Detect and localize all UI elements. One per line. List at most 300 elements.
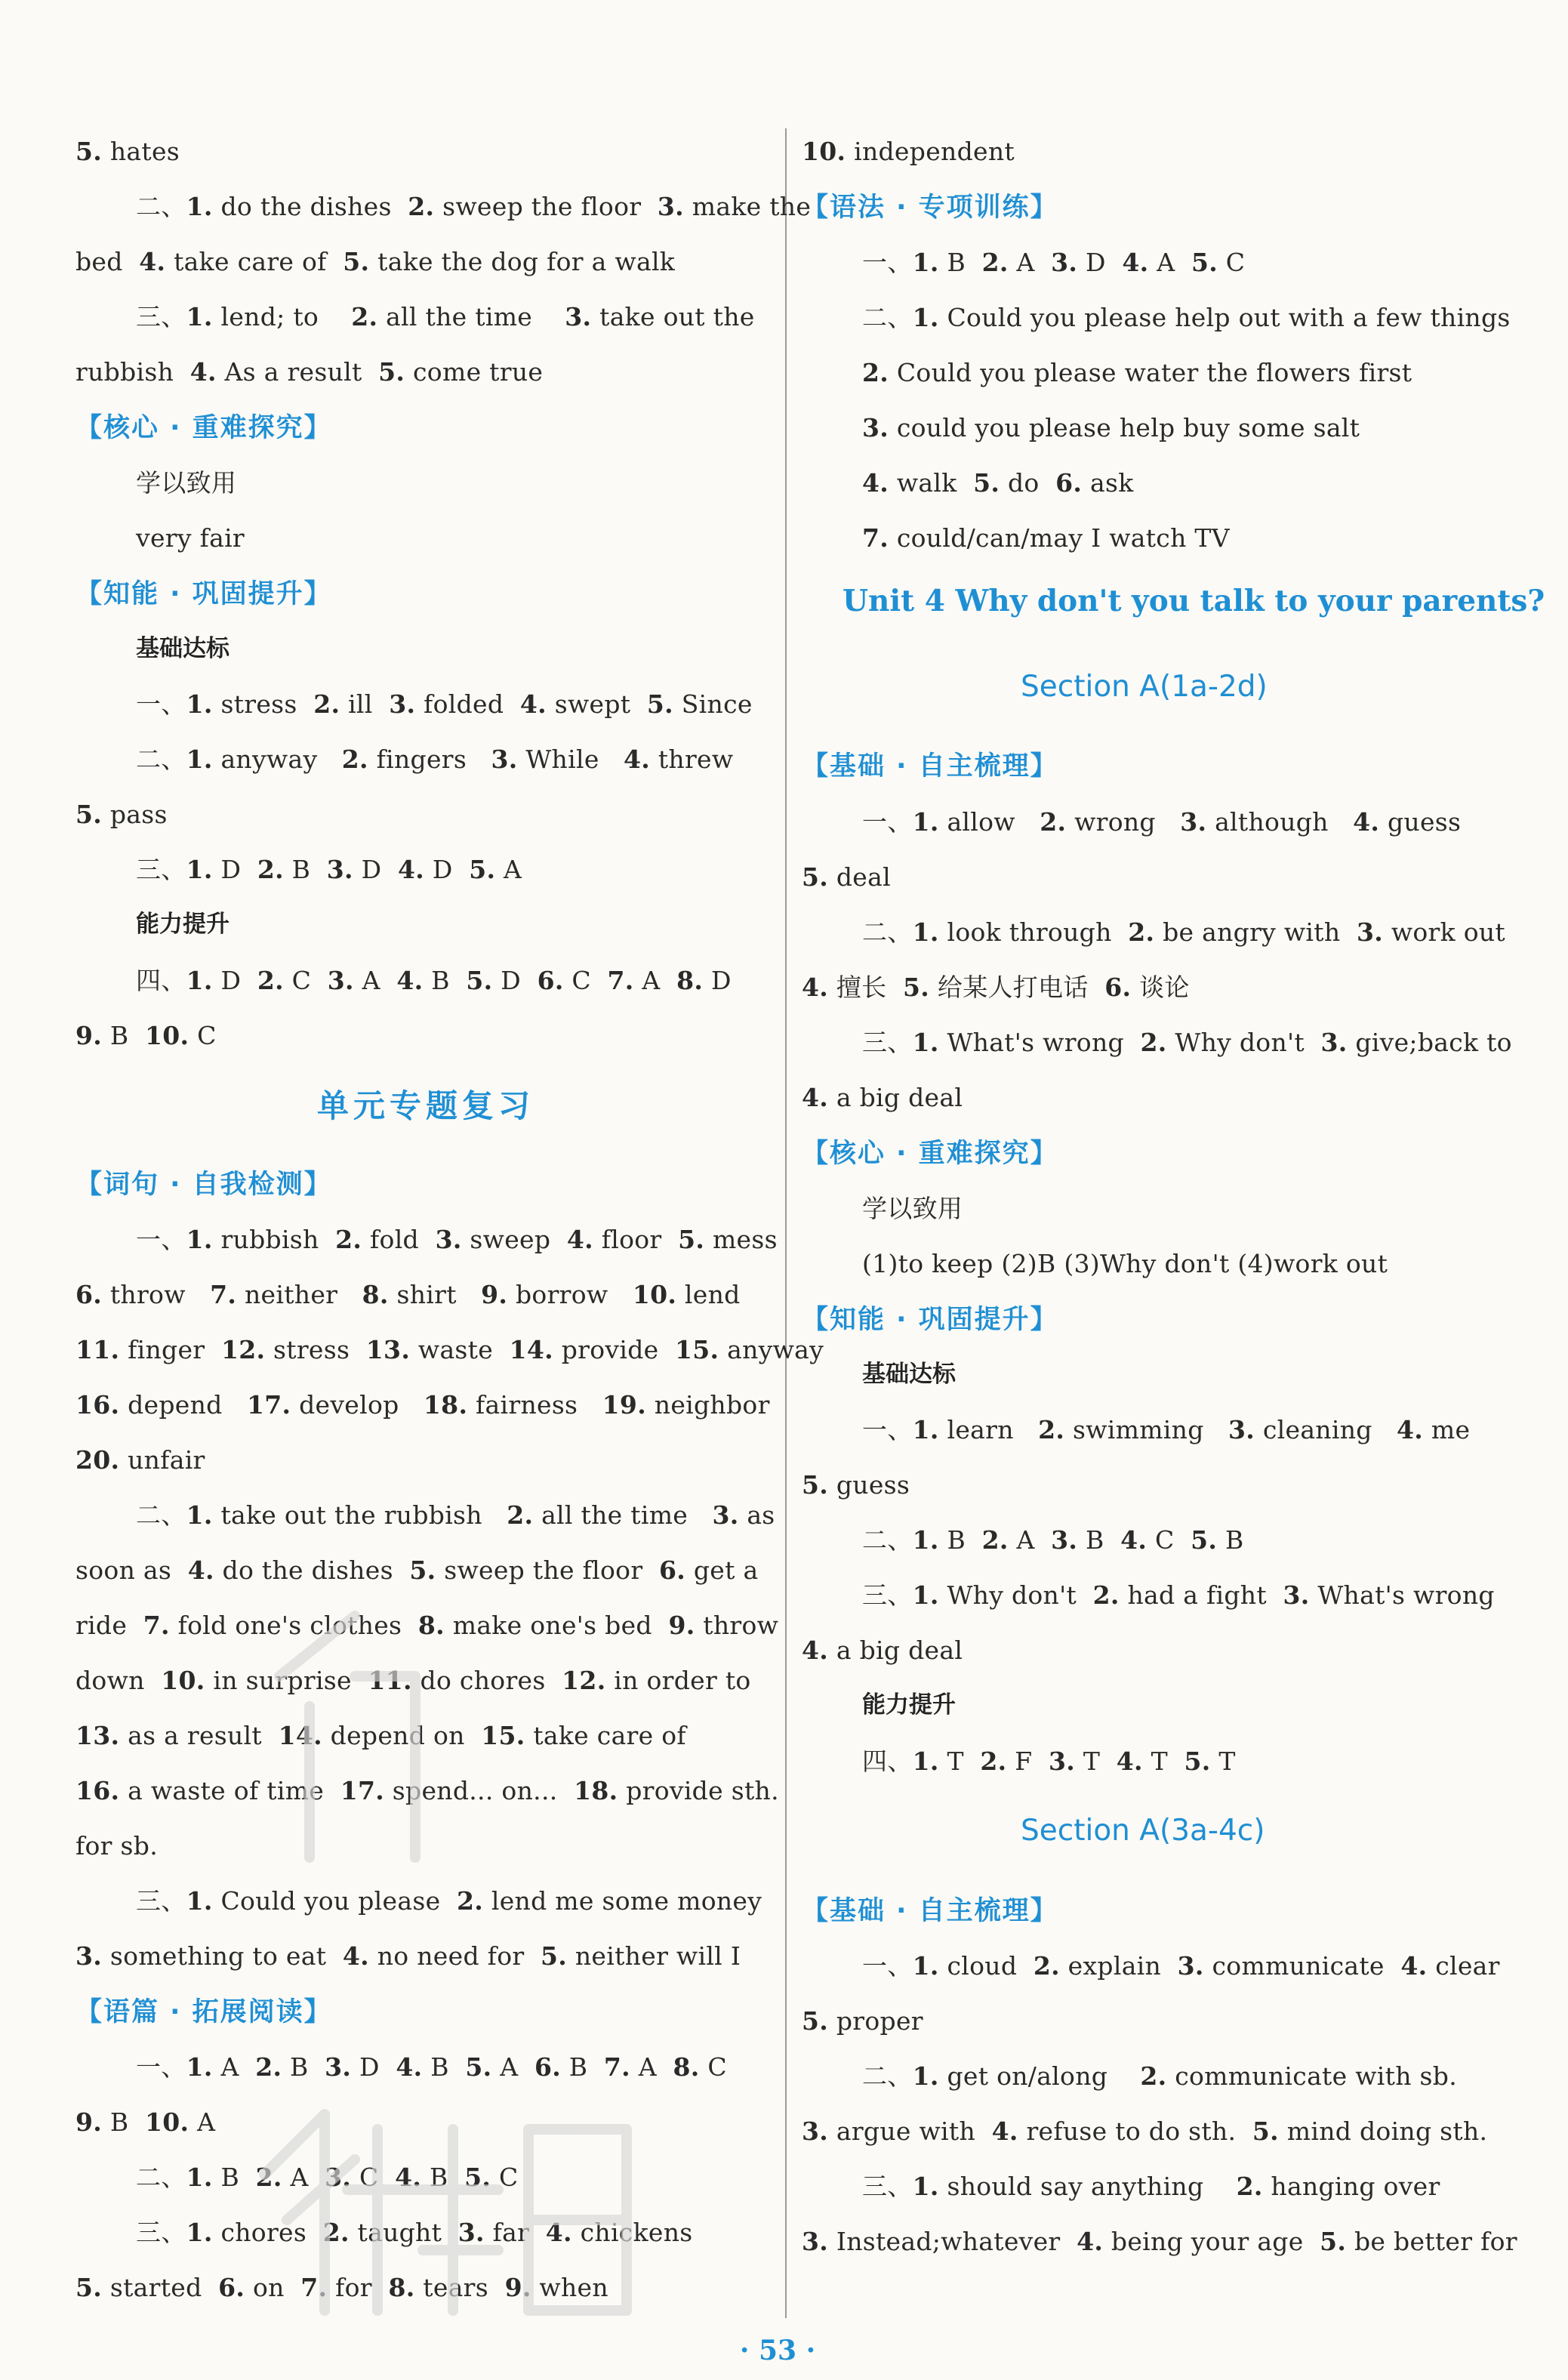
item-number: 18.	[574, 1776, 618, 1805]
item-number: 4.	[395, 2163, 422, 2192]
item-number: 10.	[802, 137, 846, 166]
answer-line	[136, 747, 733, 772]
answer-text: Could you please help out with a few things	[938, 303, 1511, 332]
answer-text: D	[212, 855, 257, 884]
answer-text: depend on	[322, 1721, 482, 1750]
item-number: 5.	[678, 1225, 705, 1254]
answer-text: do the dishes	[214, 1555, 410, 1585]
item-number: 2.	[981, 1525, 1009, 1555]
answer-text: rubbish	[212, 1225, 336, 1254]
section-heading-core: 【核心 · 重难探究】	[802, 1139, 1058, 1169]
item-number: 3.	[457, 2218, 485, 2247]
item-number: 4.	[1122, 248, 1149, 277]
answer-line	[862, 2061, 1457, 2091]
answer-text: taught	[349, 2218, 458, 2247]
item-number: 8.	[676, 966, 704, 995]
item-number: 7.	[300, 2273, 328, 2302]
answer-line	[136, 1227, 778, 1252]
answer-text: C	[563, 966, 608, 995]
answer-text: Could you please	[212, 1886, 457, 1916]
answer-text: D	[703, 966, 732, 995]
item-number: 2.	[507, 1500, 534, 1530]
item-number: 3.	[1356, 917, 1384, 947]
answer-line	[75, 357, 544, 387]
answer-text: D	[1077, 248, 1123, 277]
answer-text: C	[1147, 1525, 1191, 1555]
answer-text: A	[1008, 248, 1052, 277]
item-number: 1.	[912, 303, 939, 332]
answer-text: a big deal	[828, 1635, 963, 1665]
answer-text: D	[353, 855, 398, 884]
answer-text: B	[938, 1525, 982, 1555]
item-number: 15.	[675, 1335, 719, 1364]
answer-text: chickens	[571, 2218, 693, 2247]
item-number: 1.	[186, 966, 213, 995]
answer-text: T	[1142, 1746, 1184, 1776]
item-number: 13.	[365, 1335, 411, 1364]
answer-text: threw	[650, 745, 734, 774]
item-number: 8.	[417, 1611, 445, 1640]
item-number: 2.	[341, 745, 368, 774]
answer-text: chores	[212, 2218, 323, 2247]
answer-line	[136, 857, 522, 882]
answer-text: neither	[236, 1280, 362, 1309]
answer-line	[802, 139, 1015, 164]
answer-text: B	[1077, 1525, 1121, 1555]
item-number: 5.	[1191, 248, 1218, 277]
item-number: 3.	[1228, 1415, 1255, 1444]
answer-text: tears	[414, 2273, 505, 2302]
answer-line	[862, 1580, 1495, 1610]
item-number: 4.	[187, 1555, 214, 1585]
item-number: 2.	[981, 248, 1009, 277]
answer-text: A	[633, 966, 677, 995]
item-number: 6.	[537, 966, 564, 995]
item-number: 2.	[255, 2163, 282, 2192]
answer-text: depend	[119, 1390, 247, 1420]
answer-text: B	[1217, 1525, 1244, 1555]
item-number: 2.	[257, 966, 284, 995]
unit-review-title: 单元专题复习	[317, 1087, 535, 1124]
item-number: 7.	[210, 1280, 237, 1309]
answer-text: spend... on...	[384, 1776, 575, 1805]
answer-line	[862, 1030, 1512, 1055]
answer-text: 一、	[136, 1225, 186, 1254]
answer-text: 三、	[136, 2218, 186, 2247]
answer-line	[862, 2174, 1440, 2199]
answer-text: While	[517, 745, 624, 774]
item-number: 15.	[481, 1721, 525, 1750]
item-number: 3.	[802, 2227, 829, 2256]
subheading-basic: 基础达标	[862, 1361, 956, 1388]
item-number: 5.	[378, 357, 405, 387]
answer-text: swept	[546, 689, 647, 719]
item-number: 2.	[351, 302, 378, 331]
item-number: 5.	[466, 966, 493, 995]
item-number: 2.	[408, 192, 435, 221]
subheading-advanced: 能力提升	[136, 911, 230, 938]
answer-text: bed	[75, 247, 140, 276]
answer-text: F	[1006, 1746, 1049, 1776]
section-heading-words: 【词句 · 自我检测】	[75, 1170, 332, 1200]
section-heading-core: 【核心 · 重难探究】	[75, 413, 332, 443]
item-number: 2.	[1128, 917, 1155, 947]
answer-text: 三、	[862, 1580, 913, 1610]
answer-text: C	[351, 2163, 396, 2192]
answer-text: borrow	[507, 1280, 633, 1309]
answer-text: waste	[410, 1335, 510, 1364]
answer-text: anyway	[719, 1335, 824, 1364]
item-number: 4.	[342, 1941, 369, 1971]
item-number: 4.	[802, 1083, 829, 1112]
item-number: 1.	[186, 1225, 213, 1254]
item-number: 5.	[1320, 2227, 1347, 2256]
item-number: 5.	[1184, 1746, 1211, 1776]
answer-line	[136, 2052, 727, 2082]
answer-line	[75, 1778, 779, 1803]
answer-text: a waste of time	[119, 1776, 340, 1805]
answer-text: D	[424, 855, 470, 884]
item-number: 5.	[802, 2006, 829, 2036]
item-number: 4.	[1077, 2227, 1104, 2256]
item-number: 8.	[388, 2273, 415, 2302]
item-number: 4.	[862, 468, 889, 498]
answer-text: provide	[553, 1335, 676, 1364]
item-number: 4.	[519, 689, 547, 719]
subheading-advanced: 能力提升	[862, 1691, 956, 1719]
item-number: 7.	[143, 1611, 170, 1640]
item-number: 1.	[186, 302, 213, 331]
item-number: 3.	[1177, 1951, 1204, 1981]
item-number: 19.	[602, 1390, 646, 1420]
answer-text: sweep the floor	[436, 1555, 659, 1585]
answer-text: Instead;whatever	[828, 2227, 1077, 2256]
answer-line	[75, 1445, 205, 1475]
item-number: 4.	[1397, 1415, 1424, 1444]
answer-text: rubbish	[75, 357, 190, 387]
item-number: 16.	[75, 1390, 120, 1420]
answer-text: provide sth.	[618, 1776, 779, 1805]
answer-text: hanging over	[1262, 2172, 1440, 2201]
answer-text: be angry with	[1154, 917, 1357, 947]
answer-text: 一、	[862, 807, 913, 837]
answer-text: argue with	[828, 2116, 992, 2146]
item-number: 4.	[1120, 1525, 1148, 1555]
answer-text: guess	[828, 1470, 910, 1500]
answer-text: 二、	[136, 2163, 186, 2192]
answer-text: all the time	[533, 1500, 713, 1530]
item-number: 5.	[541, 1941, 568, 1971]
answer-text: floor	[593, 1225, 679, 1254]
answer-line	[862, 1417, 1470, 1442]
answer-text: ask	[1082, 468, 1134, 498]
practice-label: 学以致用	[136, 468, 237, 498]
item-number: 17.	[246, 1390, 291, 1420]
item-number: 6.	[218, 2273, 245, 2302]
answer-text: refuse to do sth.	[1018, 2116, 1252, 2146]
answer-text: 四、	[136, 966, 186, 995]
answer-line	[136, 304, 755, 329]
answer-text: work out	[1383, 917, 1505, 947]
item-number: 2.	[1033, 1951, 1060, 1981]
item-number: 5.	[802, 1470, 829, 1500]
answer-text: communicate	[1203, 1951, 1401, 1981]
answer-text: fold one's clothes	[169, 1611, 418, 1640]
item-number: 6.	[534, 2052, 561, 2082]
item-number: 5.	[973, 468, 1000, 498]
answer-text: A	[630, 2052, 673, 2082]
item-number: 9.	[504, 2273, 531, 2302]
answer-text: 擅长	[828, 973, 904, 1002]
section-title-3a-4c: Section A(3a-4c)	[1021, 1814, 1265, 1848]
answer-line	[75, 1668, 751, 1693]
answer-text: Why don't	[1166, 1028, 1321, 1057]
answer-text: A	[1148, 248, 1191, 277]
answer-text: neither will I	[567, 1941, 741, 1971]
answer-line	[802, 2229, 1517, 2254]
answer-text: give;back to	[1347, 1028, 1512, 1057]
answer-text: me	[1423, 1415, 1471, 1444]
item-number: 1.	[186, 1886, 213, 1916]
answer-text: look through	[938, 917, 1129, 947]
answer-text: cleaning	[1255, 1415, 1397, 1444]
item-number: 14.	[509, 1335, 553, 1364]
answer-text: B	[283, 855, 327, 884]
answer-line	[802, 975, 1190, 1000]
item-number: 1.	[186, 2163, 213, 2192]
item-number: 10.	[144, 2107, 189, 2137]
answer-text: C	[1218, 248, 1246, 277]
answer-text: deal	[828, 862, 891, 892]
answer-text: B	[212, 2163, 256, 2192]
answer-text: What's wrong	[938, 1028, 1141, 1057]
answer-text: fairness	[467, 1390, 602, 1420]
item-number: 4.	[189, 357, 217, 387]
answer-text: do	[1000, 468, 1056, 498]
answer-line	[75, 139, 180, 164]
item-number: 3.	[75, 1941, 103, 1971]
answer-line	[75, 1023, 217, 1048]
answer-text: as a result	[119, 1721, 279, 1750]
answer-text: D	[492, 966, 538, 995]
subheading-basic: 基础达标	[136, 635, 230, 662]
answer-text: A	[189, 2107, 216, 2137]
answer-text: B	[282, 2052, 325, 2082]
answer-text: 二、	[862, 1525, 913, 1555]
answer-text: B	[102, 1021, 145, 1050]
answer-text: soon as	[75, 1555, 188, 1585]
answer-text: A	[1008, 1525, 1052, 1555]
item-number: 5.	[469, 855, 496, 884]
item-number: 8.	[673, 2052, 700, 2082]
item-number: 2.	[1092, 1580, 1120, 1610]
item-number: 2.	[313, 689, 340, 719]
item-number: 2.	[1040, 807, 1067, 837]
item-number: 13.	[75, 1721, 120, 1750]
answer-text: for	[327, 2273, 389, 2302]
item-number: 9.	[481, 1280, 508, 1309]
item-number: 12.	[220, 1335, 266, 1364]
answer-text: B	[938, 248, 982, 277]
item-number: 1.	[912, 1746, 939, 1776]
item-number: 1.	[186, 855, 213, 884]
answer-text: stress	[212, 689, 314, 719]
answer-line	[136, 689, 753, 719]
answer-text: something to eat	[102, 1941, 343, 1971]
answer-line: for sb.	[75, 1831, 158, 1861]
item-number: 2.	[1140, 1028, 1167, 1057]
item-number: 1.	[912, 2172, 939, 2201]
item-number: 2.	[322, 2218, 350, 2247]
answer-text: mess	[704, 1225, 778, 1254]
answer-line	[862, 415, 1360, 440]
item-number: 1.	[912, 807, 939, 837]
answer-text: D	[351, 2052, 396, 2082]
item-number: 3.	[657, 192, 684, 221]
answer-text: sweep	[461, 1225, 567, 1254]
answer-text: do the dishes	[212, 192, 408, 221]
answer-line	[862, 250, 1245, 275]
answer-line	[75, 1613, 778, 1638]
item-number: 1.	[912, 1028, 939, 1057]
item-number: 6.	[659, 1555, 686, 1585]
answer-text: D	[212, 966, 257, 995]
answer-text: B	[561, 2052, 604, 2082]
answer-text: 一、	[136, 2052, 186, 2082]
answer-text: finger	[119, 1335, 221, 1364]
answer-line	[862, 917, 1505, 947]
item-number: 20.	[75, 1445, 120, 1475]
answer-text: ride	[75, 1611, 143, 1640]
answer-text: Why don't	[938, 1580, 1093, 1610]
item-number: 6.	[75, 1280, 103, 1309]
answer-text: could you please help buy some salt	[889, 413, 1360, 442]
answer-text: do chores	[411, 1666, 562, 1695]
answer-line	[75, 249, 675, 274]
answer-text: shirt	[388, 1280, 482, 1309]
answer-text: had a fight	[1119, 1580, 1283, 1610]
item-number: 3.	[802, 2116, 829, 2146]
item-number: 3.	[1180, 807, 1207, 837]
item-number: 2.	[1236, 2172, 1263, 2201]
answer-text: 一、	[862, 248, 913, 277]
answer-text: C	[699, 2052, 727, 2082]
item-number: 1.	[186, 745, 213, 774]
answer-text: although	[1206, 807, 1354, 837]
answer-text: proper	[828, 2006, 923, 2036]
answer-text: A	[353, 966, 397, 995]
answer-text: a big deal	[828, 1083, 963, 1112]
item-number: 5.	[343, 247, 370, 276]
answer-text: in surprise	[205, 1666, 368, 1695]
item-number: 5.	[409, 1555, 436, 1585]
answer-line	[802, 1635, 963, 1665]
item-number: 3.	[491, 745, 518, 774]
answer-text: all the time	[377, 302, 565, 331]
item-number: 10.	[632, 1280, 677, 1309]
answer-line	[802, 1470, 910, 1500]
answer-line	[862, 468, 1134, 498]
answer-text: make one's bed	[444, 1611, 669, 1640]
section-heading-ability: 【知能 · 巩固提升】	[75, 579, 332, 609]
answer-text: 三、	[862, 1028, 913, 1057]
answer-text: take out the	[591, 302, 755, 331]
page-number: · 53 ·	[739, 2335, 816, 2366]
item-number: 1.	[912, 917, 939, 947]
item-number: 5.	[1191, 1525, 1218, 1555]
answer-text: being your age	[1103, 2227, 1320, 2256]
answer-text: take care of	[525, 1721, 686, 1750]
item-number: 2.	[1140, 2061, 1167, 2091]
answer-text: T	[1210, 1746, 1236, 1776]
item-number: 5.	[75, 137, 103, 166]
answer-text: 二、	[136, 1500, 186, 1530]
item-number: 9.	[75, 1021, 103, 1050]
item-number: 1.	[186, 2218, 213, 2247]
answer-line	[136, 2165, 519, 2190]
answer-text: fingers	[368, 745, 491, 774]
item-number: 1.	[186, 2052, 213, 2082]
answer-text: A	[491, 2052, 534, 2082]
item-number: 12.	[562, 1666, 606, 1695]
practice-label: 学以致用	[862, 1194, 963, 1223]
answer-text: A	[282, 2163, 325, 2192]
answer-line	[75, 1723, 686, 1748]
answer-text: cloud	[938, 1951, 1034, 1981]
answer-line	[862, 1951, 1500, 1981]
item-number: 1.	[186, 1500, 213, 1530]
item-number: 2.	[257, 855, 284, 884]
answer-text: 二、	[862, 2061, 913, 2091]
item-number: 4.	[396, 966, 424, 995]
answer-text: on	[245, 2273, 301, 2302]
answer-text: C	[189, 1021, 217, 1050]
section-heading-ability: 【知能 · 巩固提升】	[802, 1305, 1058, 1335]
item-number: 8.	[362, 1280, 389, 1309]
item-number: 10.	[161, 1666, 205, 1695]
answer-text: T	[1075, 1746, 1117, 1776]
answer-line	[862, 360, 1412, 385]
answer-text: get on/along	[938, 2061, 1141, 2091]
answer-text: 二、	[862, 303, 913, 332]
answer-text: What's wrong	[1309, 1580, 1495, 1610]
item-number: 3.	[1320, 1028, 1348, 1057]
answer-line	[75, 802, 168, 827]
item-number: 1.	[186, 689, 213, 719]
item-number: 4.	[624, 745, 651, 774]
answer-text: throw	[695, 1611, 779, 1640]
item-number: 14.	[278, 1721, 322, 1750]
section-heading-reading: 【语篇 · 拓展阅读】	[75, 1997, 332, 2027]
answer-text: wrong	[1066, 807, 1181, 837]
answer-text: neighbor	[645, 1390, 770, 1420]
item-number: 3.	[1049, 1746, 1076, 1776]
item-number: 3.	[1283, 1580, 1310, 1610]
answer-line	[136, 1886, 762, 1916]
item-number: 5.	[903, 973, 930, 1002]
item-number: 3.	[565, 302, 592, 331]
answer-text: mind doing sth.	[1278, 2116, 1488, 2146]
item-number: 5.	[464, 2163, 491, 2192]
item-number: 2.	[862, 358, 889, 387]
answer-line	[862, 1746, 1236, 1776]
answer-line: (1)to keep (2)B (3)Why don't (4)work out	[862, 1249, 1388, 1278]
answer-text: C	[283, 966, 328, 995]
item-number: 1.	[912, 2061, 939, 2091]
item-number: 6.	[1055, 468, 1083, 498]
answer-text: 三、	[862, 2172, 913, 2201]
answer-text: lend; to	[212, 302, 352, 331]
